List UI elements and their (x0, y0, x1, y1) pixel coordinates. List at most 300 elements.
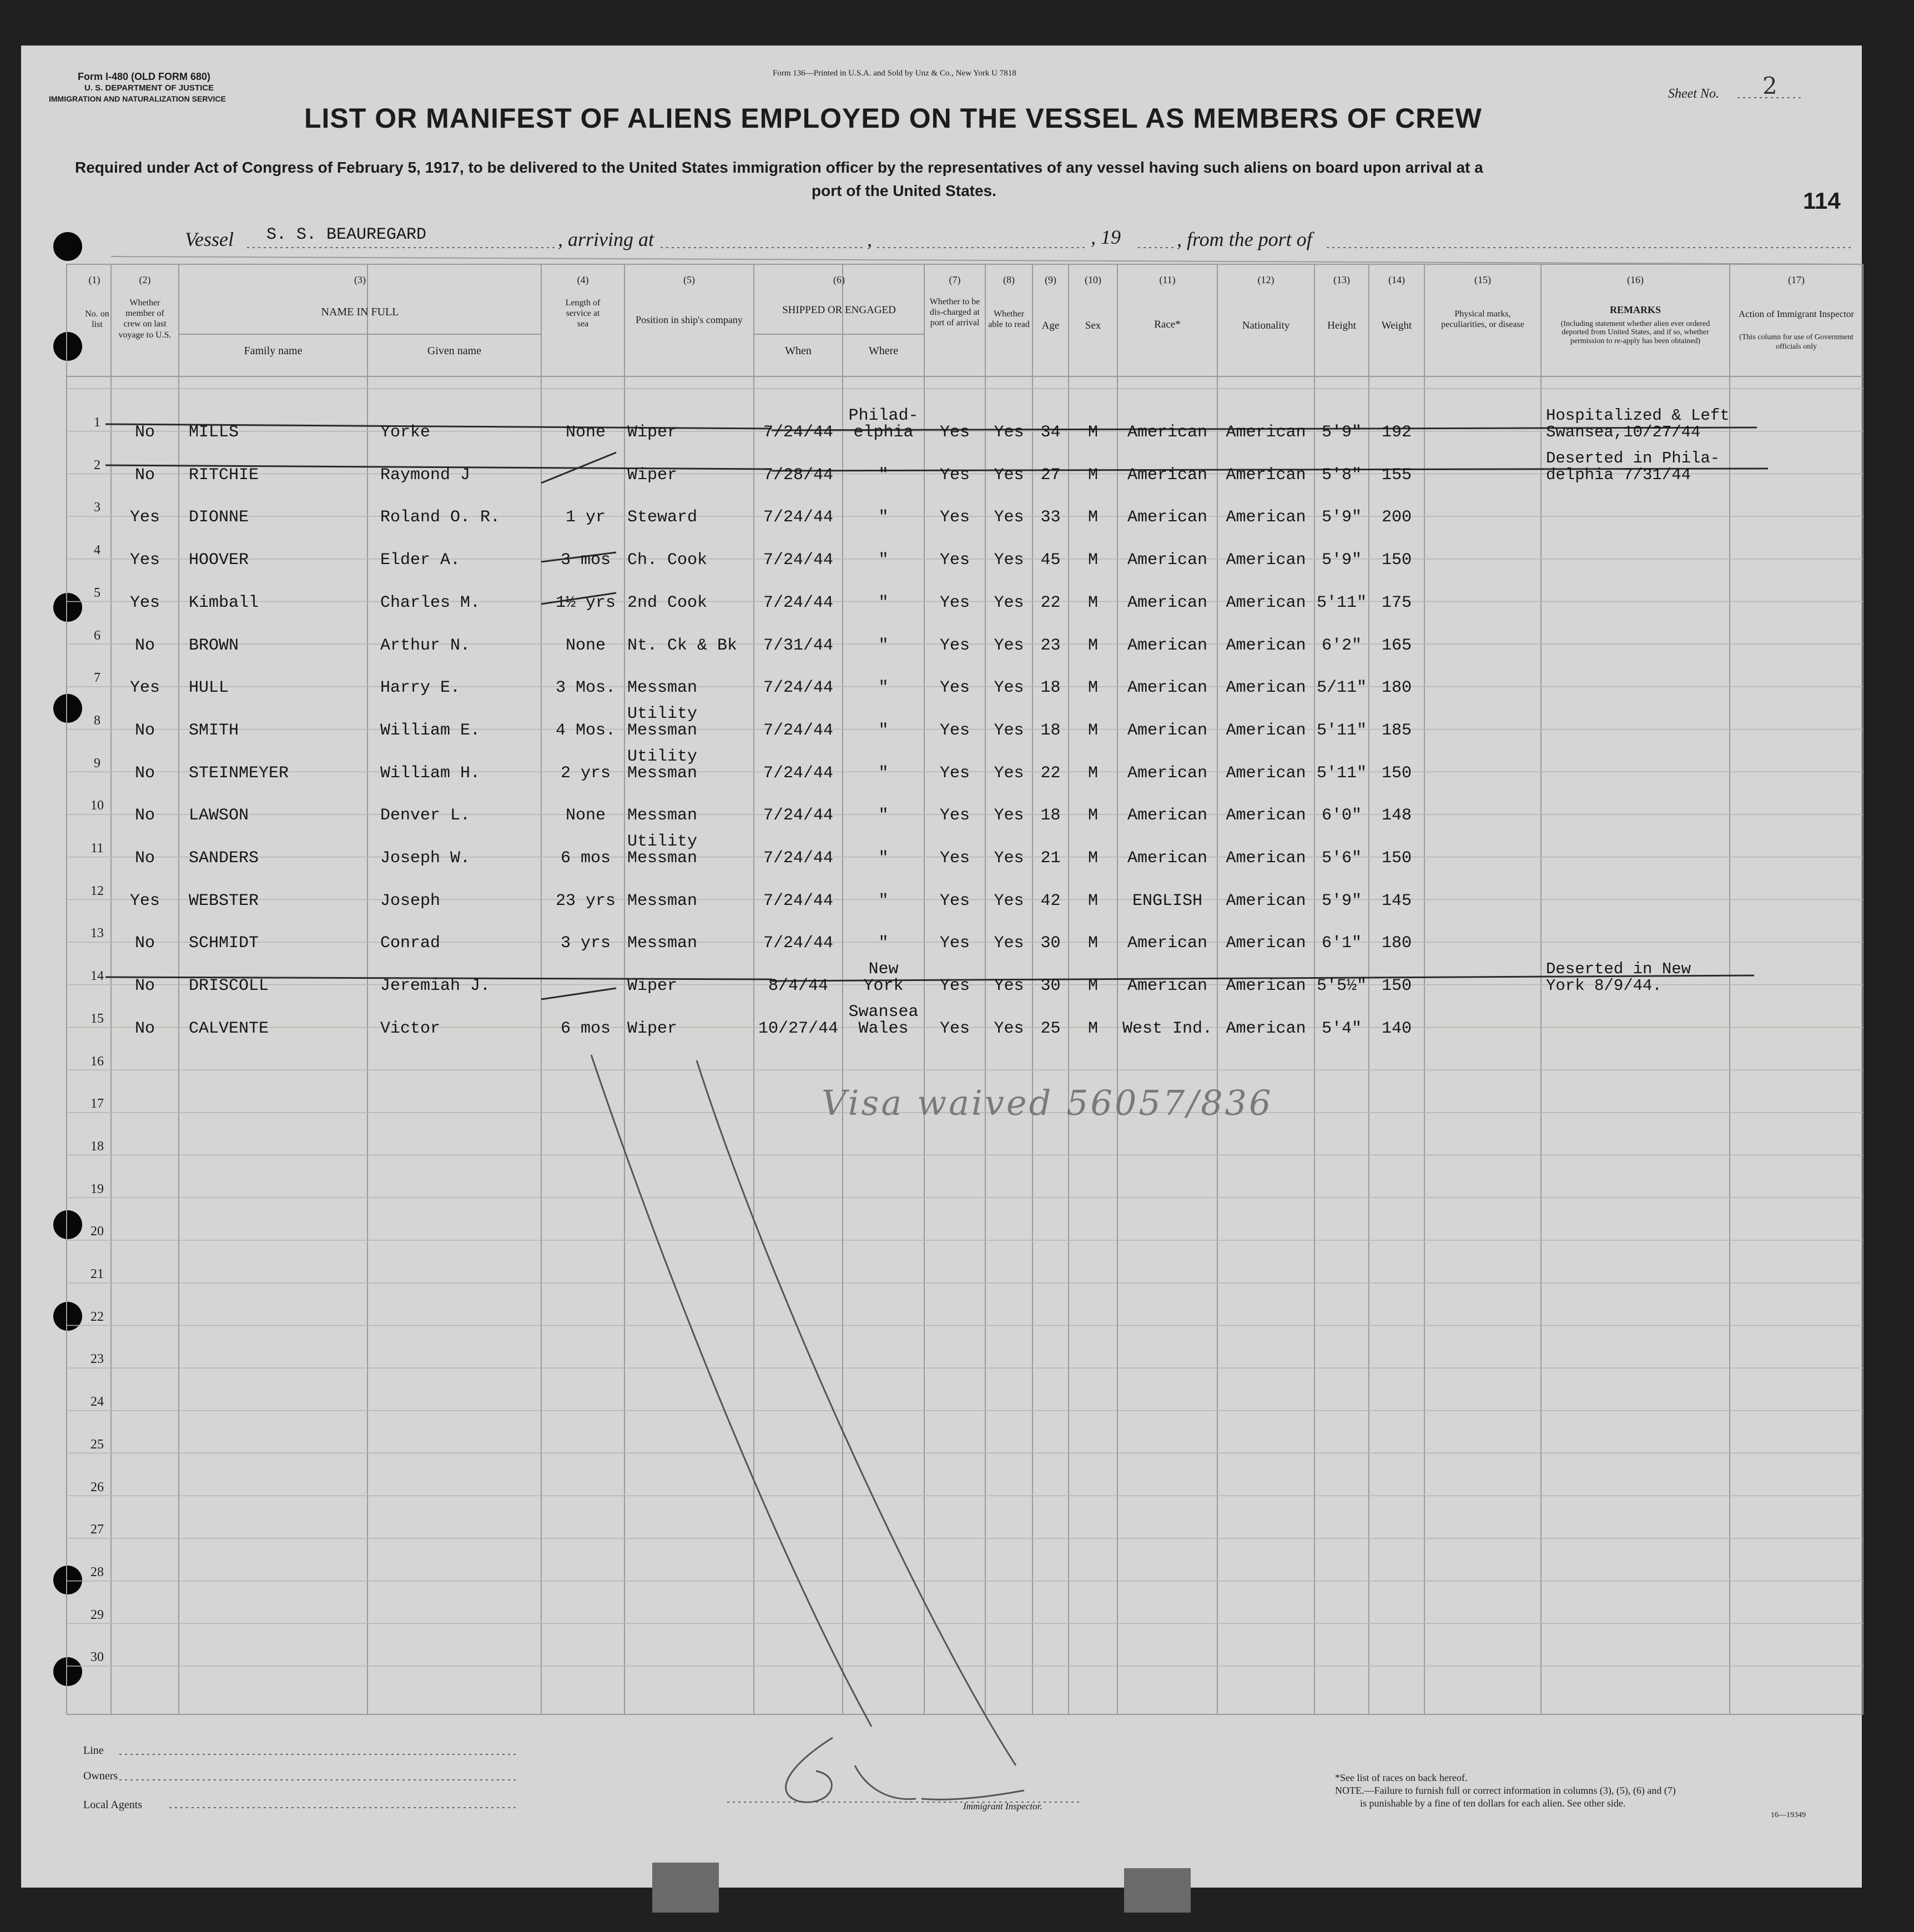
form-code: 16—19349 (1771, 1811, 1806, 1819)
cell-when: 7/24/44 (763, 551, 834, 570)
cell-nationality: American (1226, 465, 1306, 485)
col16-header: REMARKS (1609, 304, 1661, 315)
cell-age: 34 (1040, 423, 1061, 442)
cell-nationality: American (1226, 763, 1306, 783)
cell-where: " (878, 934, 889, 953)
cell-where: " (878, 508, 889, 527)
cell-family: CALVENTE (189, 1019, 269, 1038)
col10-num: (10) (1085, 274, 1101, 285)
cell-sex: M (1087, 465, 1098, 485)
cell-read: Yes (994, 977, 1024, 996)
col13-num: (13) (1333, 274, 1350, 285)
cell-where: " (878, 806, 889, 826)
cell-weight: 150 (1381, 551, 1412, 570)
col5-header: Position in ship's company (636, 314, 743, 325)
cell-height: 5'9" (1321, 423, 1362, 442)
cell-nationality: American (1226, 551, 1306, 570)
cell-height: 6'1" (1321, 934, 1362, 953)
cell-when: 7/24/44 (763, 806, 834, 826)
footer-line-label: Line (83, 1744, 104, 1757)
cell-discharged: Yes (939, 934, 970, 953)
line-number: 21 (90, 1267, 104, 1281)
cell-given: William H. (380, 763, 481, 783)
cell-where: " (878, 636, 889, 655)
cell-family: HULL (189, 678, 229, 698)
cell-weight: 145 (1381, 891, 1412, 910)
cell-given: Joseph (380, 891, 441, 910)
cell-last-voyage: No (134, 763, 155, 783)
cell-discharged: Yes (939, 551, 970, 570)
cell-age: 18 (1040, 806, 1061, 826)
cell-discharged: Yes (939, 891, 970, 910)
cell-given: Denver L. (380, 806, 471, 826)
cell-age: 30 (1040, 934, 1061, 953)
cell-read: Yes (994, 806, 1024, 826)
cell-position: Wiper (627, 423, 678, 442)
sheet-value: 2 (1762, 72, 1777, 99)
cell-race: American (1127, 721, 1208, 740)
cell-family: BROWN (189, 636, 239, 655)
cell-when: 7/24/44 (763, 593, 834, 612)
cell-service: 3 mos (560, 551, 611, 570)
cell-position: Messman (627, 806, 698, 826)
cell-read: Yes (994, 849, 1024, 868)
col16-num: (16) (1627, 274, 1644, 285)
line-number: 2 (94, 457, 100, 472)
cell-sex: M (1087, 551, 1098, 570)
cell-age: 30 (1040, 977, 1061, 996)
cell-discharged: Yes (939, 423, 970, 442)
cell-race: American (1127, 551, 1208, 570)
cell-age: 33 (1040, 508, 1061, 527)
cell-height: 5'11" (1316, 763, 1367, 783)
cell-read: Yes (994, 636, 1024, 655)
cell-age: 22 (1040, 763, 1061, 783)
line-number: 5 (94, 585, 100, 600)
line-number: 7 (94, 671, 100, 686)
col6b-header: Where (868, 345, 899, 357)
cell-sex: M (1087, 678, 1098, 698)
cell-height: 5'9" (1321, 551, 1362, 570)
cell-where: " (878, 849, 889, 868)
col2-header: Whether member of crew on last voyage to U.S. (118, 298, 172, 340)
cell-when: 7/24/44 (763, 678, 834, 698)
cell-position: Utility Messman (627, 832, 698, 868)
cell-sex: M (1087, 849, 1098, 868)
cell-height: 6'0" (1321, 806, 1362, 826)
col7-header: Whether to be dis-charged at port of arrival (929, 297, 980, 328)
col3-num: (3) (354, 274, 366, 285)
footer-note-1: *See list of races on back hereof. (1335, 1772, 1468, 1783)
cell-sex: M (1087, 423, 1098, 442)
cell-nationality: American (1226, 806, 1306, 826)
cell-sex: M (1087, 977, 1098, 996)
cell-discharged: Yes (939, 508, 970, 527)
line-number: 18 (90, 1139, 104, 1154)
col14-num: (14) (1388, 274, 1405, 285)
cell-where: " (878, 551, 889, 570)
cell-service: 3 Mos. (555, 678, 616, 698)
cell-nationality: American (1226, 891, 1306, 910)
cell-when: 7/28/44 (763, 465, 834, 485)
col8-header: Whether able to read (988, 309, 1030, 330)
cell-given: Harry E. (380, 678, 461, 698)
cell-discharged: Yes (939, 1019, 970, 1038)
col17-note: (This column for use of Government officials only (1739, 333, 1853, 351)
cell-service: 1 yr (565, 508, 606, 527)
cell-sex: M (1087, 934, 1098, 953)
cell-height: 5'4" (1321, 1019, 1362, 1038)
year-label: , 19 (1091, 226, 1121, 248)
cell-read: Yes (994, 763, 1024, 783)
cell-position: Steward (627, 508, 698, 527)
cell-family: SANDERS (189, 849, 259, 868)
cell-weight: 150 (1381, 977, 1412, 996)
cell-where: " (878, 678, 889, 698)
arriving-comma: , (867, 228, 872, 250)
line-number: 27 (90, 1522, 104, 1537)
cell-service: 23 yrs (555, 891, 616, 910)
cell-race: ENGLISH (1132, 891, 1203, 910)
cell-weight: 155 (1381, 465, 1412, 485)
col9-header: Age (1041, 320, 1060, 331)
cell-where: Swansea Wales (848, 1002, 919, 1038)
cell-age: 45 (1040, 551, 1061, 570)
cell-given: Yorke (380, 423, 431, 442)
cell-last-voyage: No (134, 1019, 155, 1038)
cell-when: 7/24/44 (763, 423, 834, 442)
cell-read: Yes (994, 1019, 1024, 1038)
cell-service: 6 mos (560, 849, 611, 868)
cell-sex: M (1087, 593, 1098, 612)
line-number: 16 (90, 1054, 104, 1069)
cell-position: Ch. Cook (627, 551, 708, 570)
cell-height: 5'6" (1321, 849, 1362, 868)
cell-position: Utility Messman (627, 704, 698, 740)
cell-race: American (1127, 763, 1208, 783)
cell-given: Elder A. (380, 551, 461, 570)
cell-nationality: American (1226, 593, 1306, 612)
cell-nationality: American (1226, 721, 1306, 740)
cell-age: 42 (1040, 891, 1061, 910)
col17-num: (17) (1788, 274, 1805, 285)
col13-header: Height (1327, 320, 1356, 331)
cell-position: Messman (627, 934, 698, 953)
cell-family: Kimball (189, 593, 259, 612)
cell-discharged: Yes (939, 849, 970, 868)
cell-remarks: Hospitalized & Left Swansea,10/27/44 (1546, 406, 1730, 441)
cell-weight: 150 (1381, 763, 1412, 783)
cell-given: Joseph W. (380, 849, 471, 868)
cell-where: New York (863, 960, 904, 996)
cell-weight: 140 (1381, 1019, 1412, 1038)
cell-read: Yes (994, 934, 1024, 953)
cell-read: Yes (994, 508, 1024, 527)
cell-nationality: American (1226, 636, 1306, 655)
cell-last-voyage: No (134, 806, 155, 826)
cell-last-voyage: No (134, 977, 155, 996)
from-port-label: , from the port of (1177, 228, 1312, 250)
line-number: 15 (90, 1011, 104, 1026)
cell-service: None (565, 636, 606, 655)
col4-num: (4) (577, 274, 589, 285)
line-number: 30 (90, 1650, 104, 1665)
col5-num: (5) (683, 274, 695, 285)
cell-age: 25 (1040, 1019, 1061, 1038)
col10-header: Sex (1085, 320, 1101, 331)
line-number: 22 (90, 1309, 104, 1324)
cell-where: " (878, 891, 889, 910)
col1-header: No. on list (85, 309, 109, 330)
cell-given: Charles M. (380, 593, 481, 612)
footer-owners-label: Owners (83, 1770, 118, 1782)
cell-nationality: American (1226, 934, 1306, 953)
cell-remarks: Deserted in New York 8/9/44. (1546, 960, 1691, 995)
cell-nationality: American (1226, 678, 1306, 698)
cell-race: West Ind. (1122, 1019, 1213, 1038)
cell-height: 5'11" (1316, 593, 1367, 612)
cell-given: Victor (380, 1019, 441, 1038)
line-number: 1 (94, 415, 100, 430)
cell-nationality: American (1226, 977, 1306, 996)
cell-nationality: American (1226, 508, 1306, 527)
cell-weight: 148 (1381, 806, 1412, 826)
cell-last-voyage: No (134, 636, 155, 655)
cell-service: 2 yrs (560, 763, 611, 783)
col12-num: (12) (1257, 274, 1275, 285)
line-number: 11 (90, 841, 104, 856)
cell-service: None (565, 423, 606, 442)
footer-agents-label: Local Agents (83, 1799, 143, 1811)
cell-sex: M (1087, 1019, 1098, 1038)
line-number: 25 (90, 1437, 104, 1452)
cell-race: American (1127, 678, 1208, 698)
subtitle-line-2: port of the United States. (812, 182, 996, 199)
cell-discharged: Yes (939, 636, 970, 655)
cell-service: 6 mos (560, 1019, 611, 1038)
col9-num: (9) (1045, 274, 1056, 285)
cell-where: Philad- elphia (848, 406, 919, 442)
cell-last-voyage: Yes (129, 508, 160, 527)
cell-family: WEBSTER (189, 891, 259, 910)
col8-num: (8) (1003, 274, 1015, 285)
footer-note-3: is punishable by a fine of ten dollars for each alien. See other side. (1360, 1798, 1626, 1809)
col3a-header: Family name (244, 345, 303, 357)
cell-when: 7/24/44 (763, 508, 834, 527)
cell-when: 7/24/44 (763, 763, 834, 783)
line-number: 8 (94, 713, 100, 728)
bottom-clip-left (652, 1863, 719, 1913)
cell-last-voyage: No (134, 721, 155, 740)
cell-discharged: Yes (939, 977, 970, 996)
cell-when: 10/27/44 (758, 1019, 839, 1038)
cell-given: Arthur N. (380, 636, 471, 655)
printer-line: Form 136—Printed in U.S.A. and Sold by Unz & Co., New York U 7818 (773, 69, 1016, 78)
cell-position: Messman (627, 891, 698, 910)
cell-family: MILLS (189, 423, 239, 442)
cell-when: 7/31/44 (763, 636, 834, 655)
col1-num: (1) (88, 274, 100, 285)
cell-read: Yes (994, 551, 1024, 570)
form-number: Form I-480 (OLD FORM 680) (78, 71, 211, 82)
vessel-label: Vessel (185, 228, 234, 250)
line-number: 26 (90, 1480, 104, 1495)
cell-sex: M (1087, 508, 1098, 527)
col11-num: (11) (1159, 274, 1176, 285)
department: U. S. DEPARTMENT OF JUSTICE (84, 83, 214, 93)
cell-service: 4 Mos. (555, 721, 616, 740)
cell-read: Yes (994, 593, 1024, 612)
cell-race: American (1127, 849, 1208, 868)
line-number: 29 (90, 1607, 104, 1622)
cell-weight: 175 (1381, 593, 1412, 612)
cell-discharged: Yes (939, 763, 970, 783)
line-number: 13 (90, 926, 104, 941)
line-number: 12 (90, 883, 104, 898)
cell-sex: M (1087, 891, 1098, 910)
line-number: 24 (90, 1395, 104, 1410)
cell-when: 7/24/44 (763, 934, 834, 953)
col11-header: Race* (1154, 319, 1181, 330)
col2-num: (2) (139, 274, 151, 285)
cell-race: American (1127, 934, 1208, 953)
cell-where: " (878, 763, 889, 783)
cell-sex: M (1087, 763, 1098, 783)
col16-note: (Including statement whether alien ever ordered deported from United States, and if so, whether permission to re-apply has been obtained) (1560, 320, 1710, 345)
cell-height: 5'9" (1321, 508, 1362, 527)
cell-remarks: Deserted in Phila- delphia 7/31/44 (1546, 449, 1720, 484)
line-number: 9 (94, 756, 100, 771)
col3b-header: Given name (427, 345, 482, 357)
cell-last-voyage: Yes (129, 891, 160, 910)
line-number: 23 (90, 1352, 104, 1367)
col6a-header: When (785, 345, 812, 357)
cell-when: 7/24/44 (763, 891, 834, 910)
line-number: 19 (90, 1181, 104, 1196)
col7-num: (7) (949, 274, 961, 285)
cell-given: Raymond J (380, 465, 471, 485)
cell-when: 7/24/44 (763, 849, 834, 868)
cell-race: American (1127, 636, 1208, 655)
cell-read: Yes (994, 423, 1024, 442)
col15-header: Physical marks, peculiarities, or disease (1441, 309, 1524, 330)
col6-header: SHIPPED OR ENGAGED (782, 304, 896, 316)
cell-when: 7/24/44 (763, 721, 834, 740)
line-number: 20 (90, 1224, 104, 1239)
cell-nationality: American (1226, 1019, 1306, 1038)
cell-family: SMITH (189, 721, 239, 740)
cell-service: None (565, 806, 606, 826)
cell-height: 5/11" (1316, 678, 1367, 698)
sheet-label: Sheet No. (1668, 87, 1719, 101)
cell-age: 27 (1040, 465, 1061, 485)
cell-discharged: Yes (939, 721, 970, 740)
cell-position: Wiper (627, 977, 678, 996)
cell-read: Yes (994, 678, 1024, 698)
page-title: LIST OR MANIFEST OF ALIENS EMPLOYED ON THE VESSEL AS MEMBERS OF CREW (304, 103, 1482, 134)
cell-discharged: Yes (939, 593, 970, 612)
cell-when: 8/4/44 (768, 977, 829, 996)
cell-given: Roland O. R. (380, 508, 501, 527)
line-number: 14 (90, 969, 104, 984)
line-number: 28 (90, 1564, 104, 1579)
cell-age: 18 (1040, 678, 1061, 698)
visa-waived-note: Visa waived 56057/836 (822, 1083, 1273, 1123)
inspector-label: Immigrant Inspector. (963, 1801, 1042, 1812)
cell-height: 5'9" (1321, 891, 1362, 910)
cell-service: 3 yrs (560, 934, 611, 953)
cell-weight: 165 (1381, 636, 1412, 655)
cell-discharged: Yes (939, 465, 970, 485)
cell-age: 23 (1040, 636, 1061, 655)
cell-race: American (1127, 806, 1208, 826)
subtitle-line-1: Required under Act of Congress of February 5, 1917, to be delivered to the United States immigration officer by the representatives of any vessel having such aliens on board upon arrival at a (75, 159, 1483, 176)
cell-family: RITCHIE (189, 465, 259, 485)
cell-last-voyage: No (134, 934, 155, 953)
cell-weight: 200 (1381, 508, 1412, 527)
col14-header: Weight (1381, 320, 1412, 331)
cell-weight: 180 (1381, 678, 1412, 698)
cell-height: 5'5½" (1316, 977, 1367, 996)
cell-age: 18 (1040, 721, 1061, 740)
cell-sex: M (1087, 636, 1098, 655)
arriving-label: , arriving at (558, 228, 654, 250)
col15-num: (15) (1474, 274, 1491, 285)
cell-family: DRISCOLL (189, 977, 269, 996)
cell-position: Wiper (627, 1019, 678, 1038)
cell-weight: 150 (1381, 849, 1412, 868)
cell-read: Yes (994, 891, 1024, 910)
line-number: 10 (90, 798, 104, 813)
cell-family: SCHMIDT (189, 934, 259, 953)
cell-race: American (1127, 508, 1208, 527)
cell-height: 5'8" (1321, 465, 1362, 485)
cell-height: 6'2" (1321, 636, 1362, 655)
cell-family: DIONNE (189, 508, 249, 527)
cell-where: " (878, 465, 889, 485)
footer-note-2: NOTE.—Failure to furnish full or correct information in columns (3), (5), (6) and (7) (1335, 1785, 1676, 1796)
cell-last-voyage: Yes (129, 551, 160, 570)
vessel-name: S. S. BEAUREGARD (266, 225, 427, 244)
cell-given: Conrad (380, 934, 441, 953)
cell-last-voyage: No (134, 465, 155, 485)
col4-header: Length of service at sea (565, 298, 601, 329)
cell-last-voyage: Yes (129, 593, 160, 612)
cell-discharged: Yes (939, 678, 970, 698)
cell-race: American (1127, 423, 1208, 442)
line-number: 3 (94, 500, 100, 515)
col3-header: NAME IN FULL (321, 306, 399, 318)
cell-sex: M (1087, 806, 1098, 826)
cell-age: 22 (1040, 593, 1061, 612)
cell-given: Jeremiah J. (380, 977, 491, 996)
cell-where: " (878, 593, 889, 612)
col12-header: Nationality (1242, 320, 1290, 331)
cell-race: American (1127, 593, 1208, 612)
service-name: IMMIGRATION AND NATURALIZATION SERVICE (49, 94, 226, 103)
line-number: 17 (90, 1096, 104, 1111)
bottom-clip-right (1124, 1868, 1191, 1913)
cell-last-voyage: No (134, 849, 155, 868)
col17-header: Action of Immigrant Inspector (1738, 309, 1855, 319)
cell-discharged: Yes (939, 806, 970, 826)
cell-last-voyage: Yes (129, 678, 160, 698)
line-number: 6 (94, 628, 100, 643)
col6-num: (6) (833, 274, 845, 285)
cell-read: Yes (994, 465, 1024, 485)
cell-nationality: American (1226, 423, 1306, 442)
page-number: 114 (1803, 188, 1841, 214)
